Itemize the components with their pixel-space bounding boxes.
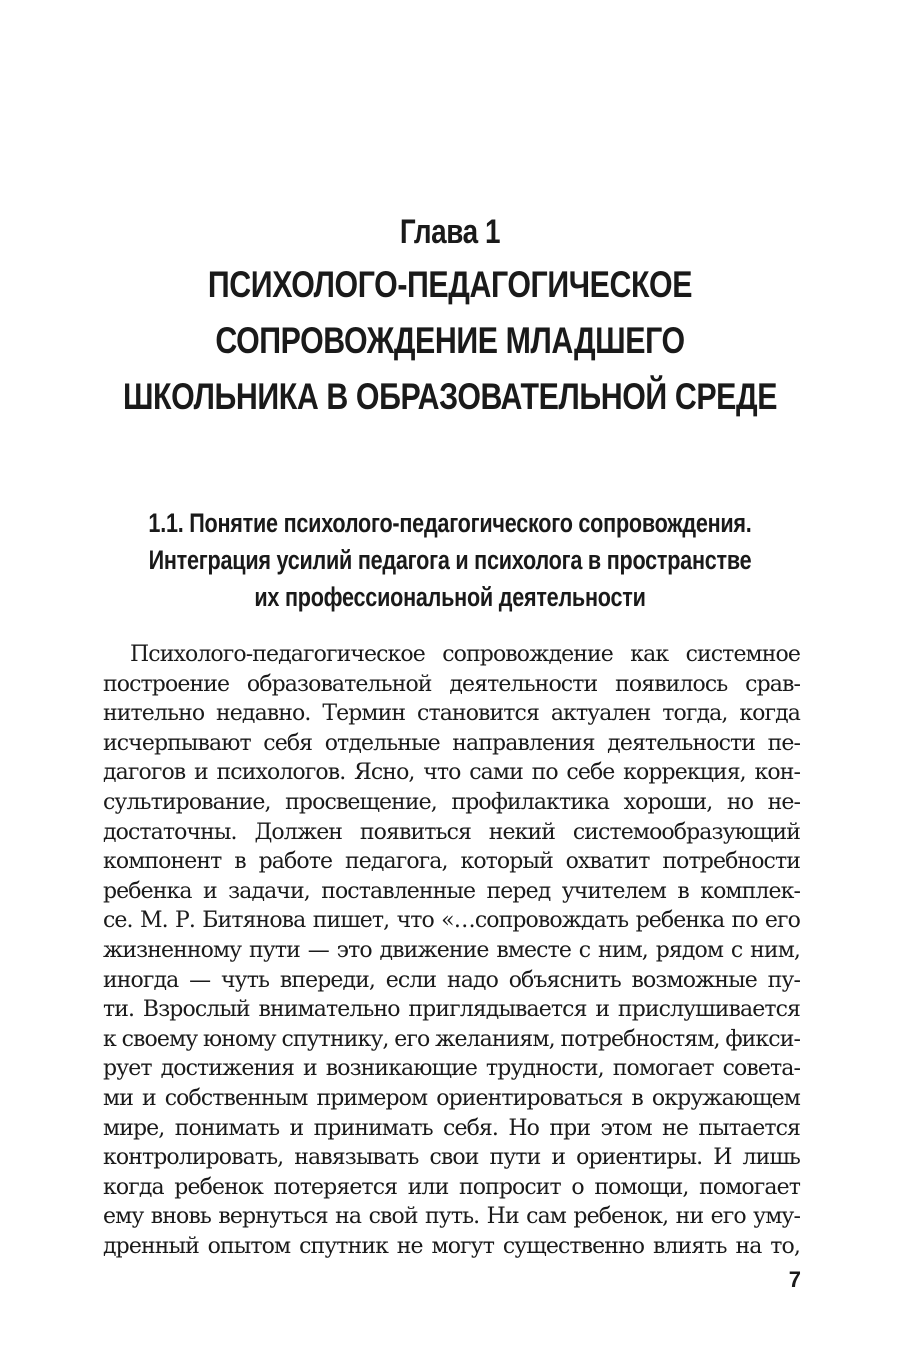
- chapter-title-line: СОПРОВОЖДЕНИЕ МЛАДШЕГО: [215, 320, 685, 361]
- chapter-heading: [0, 207, 900, 425]
- section-title-line: 1.1. Понятие психолого-педагогического сопровождения.: [148, 508, 752, 538]
- page-number: 7: [788, 1267, 801, 1292]
- body-line: дренный опытом спутник не могут существенно влиять на то,: [103, 1233, 800, 1259]
- body-line: дагогов и психологов. Ясно, что сами по себе коррекция, кон-: [103, 760, 800, 786]
- body-line: построение образовательной деятельности появилось срав-: [103, 671, 800, 697]
- body-line: иногда — чуть впереди, если надо объяснить возможные пу-: [103, 967, 800, 993]
- body-line: жизненному пути — это движение вместе с ним, рядом с ним,: [103, 937, 800, 963]
- body-line: нительно недавно. Термин становится актуален тогда, когда: [103, 701, 800, 727]
- body-paragraph: [103, 640, 800, 1261]
- body-line: компонент в работе педагога, который охватит потребности: [103, 849, 800, 875]
- body-line: ти. Взрослый внимательно приглядывается и прислушивается: [103, 997, 800, 1023]
- body-line: рует достижения и возникающие трудности, помогает совета-: [103, 1056, 800, 1082]
- body-line: ребенка и задачи, поставленные перед учителем в комплек-: [103, 878, 800, 904]
- body-line: контролировать, навязывать свои пути и ориентиры. И лишь: [103, 1145, 800, 1171]
- body-line: ми и собственным примером ориентироваться в окружающем: [103, 1085, 800, 1111]
- body-line: когда ребенок потеряется или попросит о помощи, помогает: [103, 1174, 800, 1200]
- section-title-line: их профессиональной деятельности: [254, 582, 646, 612]
- body-line: Психолого-педагогическое сопровождение как системное: [130, 642, 800, 667]
- body-line: к своему юному спутнику, его желаниям, потребностям, фикси-: [103, 1026, 800, 1052]
- body-line: мире, понимать и принимать себя. Но при этом не пытается: [103, 1115, 800, 1141]
- chapter-title-line: ШКОЛЬНИКА В ОБРАЗОВАТЕЛЬНОЙ СРЕДЕ: [122, 376, 778, 417]
- body-line: се. М. Р. Битянова пишет, что «…сопровождать ребенка по его: [103, 908, 800, 934]
- body-line: ему вновь вернуться на свой путь. Ни сам ребенок, ни его уму-: [103, 1204, 800, 1230]
- body-line: сультирование, просвещение, профилактика хороши, но не-: [103, 789, 800, 815]
- body-line: исчерпывают себя отдельные направления деятельности пе-: [103, 730, 800, 756]
- chapter-title-line: ПСИХОЛОГО-ПЕДАГОГИЧЕСКОЕ: [207, 264, 693, 305]
- section-title-line: Интеграция усилий педагога и психолога в пространстве: [148, 545, 752, 575]
- chapter-label: Глава 1: [399, 213, 501, 251]
- body-line: достаточны. Должен появиться некий системообразующий: [103, 819, 800, 845]
- section-heading: [0, 505, 900, 616]
